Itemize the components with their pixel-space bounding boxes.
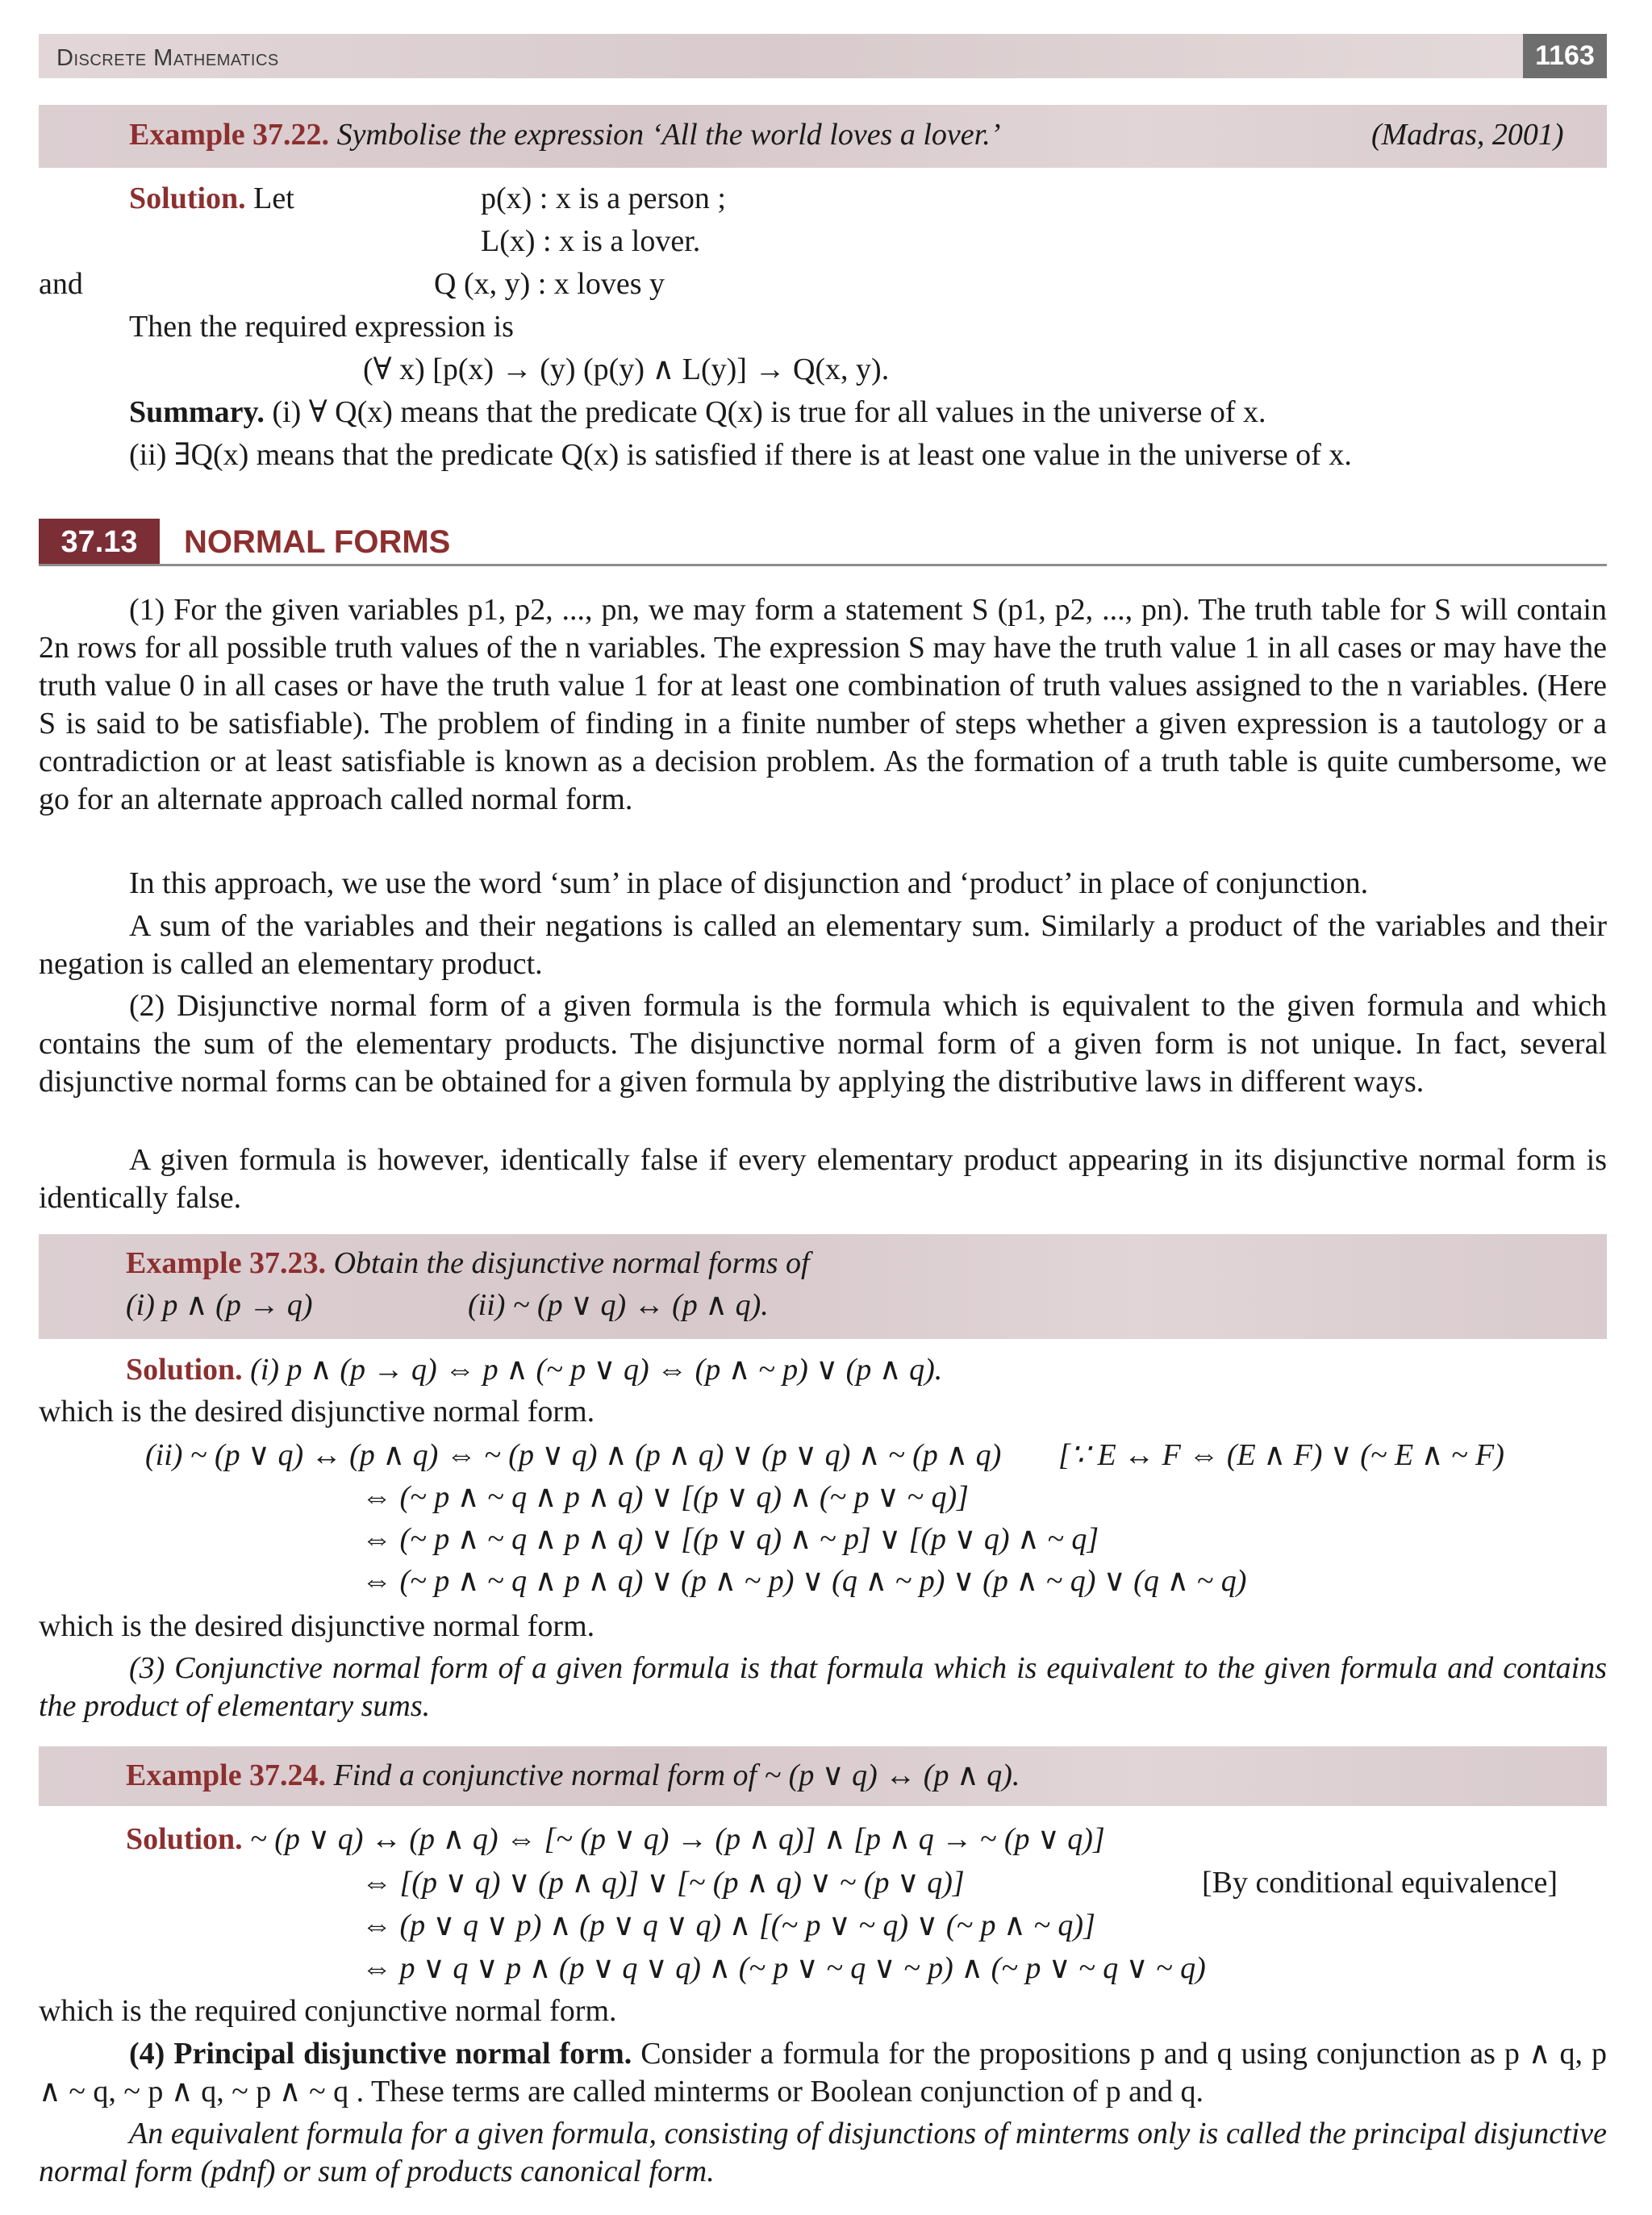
solution-label: Solution. (129, 181, 246, 215)
example-text: Obtain the disjunctive normal forms of (333, 1246, 810, 1280)
solution-let-line (129, 180, 294, 217)
required-text: which is the required conjunctive normal form. (39, 1994, 617, 2028)
example-label: Example 37.23. (126, 1246, 327, 1280)
solution-23-i (126, 1351, 942, 1388)
required-expression: (∀ x) [p(x) → (y) (p(y) ∧ L(y)] → Q(x, y). (363, 352, 890, 386)
summary-line-2: (ii) ∃Q(x) means that the predicate Q(x) is satisfied if there is at least one value in the universe of x. (129, 438, 1352, 472)
example-37-24-heading (126, 1757, 1020, 1794)
definition-2: L(x) : x is a lover. (481, 224, 701, 258)
paragraph-3: A sum of the variables and their negations is called an elementary sum. Similarly a product of the variables and their negation is called an elementary product. (39, 909, 1607, 981)
solution-i-text: (i) p ∧ (p → q) ⇔ p ∧ (~ p ∨ q) ⇔ (p ∧ ~ p) ∨ (p ∧ q). (250, 1353, 943, 1387)
example-label: Example 37.22. (129, 118, 330, 152)
example-text: Find a conjunctive normal form of ~ (p ∨ q) ↔ (p ∧ q). (333, 1758, 1020, 1792)
summary-label: Summary. (129, 395, 265, 429)
paragraph-pdnf-definition: An equivalent formula for a given formula, consisting of disjunctions of minterms only is called the principal disjunctive normal form (pdnf) or sum of products canonical form. (39, 2117, 1607, 2188)
desired-text-2: which is the desired disjunctive normal form. (39, 1609, 595, 1643)
example-part-i: (i) p ∧ (p → q) (126, 1288, 313, 1322)
solution-23-ii-1: (ii) ~ (p ∨ q) ↔ (p ∧ q) ⇔ ~ (p ∨ q) ∧ (p ∧ q) ∨ (p ∨ q) ∧ ~ (p ∧ q) (145, 1438, 1002, 1472)
solution-23-ii-2: ⇔ (~ p ∧ ~ q ∧ p ∧ q) ∨ [(p ∨ q) ∧ (~ p ∨ ~ q)] (361, 1480, 969, 1514)
paragraph-1: (1) For the given variables p1, p2, ..., pn, we may form a statement S (p1, p2, ..., pn). The truth table for S will contain 2n rows for all possible truth values of the n variables. The expression S may have the truth value 1 in all cases or may have the truth value 0 in all cases or have the truth value 1 for at least one combination of truth values assigned to the n variables. (Here S is said to be satisfiable). The problem of finding in a finite number of steps whether a given expression is a tautology or a contradiction or at least satisfiable is known as a decision problem. As the formation of a truth table is quite cumbersome, we go for an alternate approach called normal form. (39, 593, 1607, 816)
definition-3: Q (x, y) : x loves y (434, 267, 665, 301)
pdnf-heading: (4) Principal disjunctive normal form. (129, 2037, 632, 2071)
page-number: 1163 (1523, 34, 1607, 78)
solution-23-ii-note: [∵ E ↔ F ⇔ (E ∧ F) ∨ (~ E ∧ ~ F) (1058, 1438, 1504, 1472)
section-rule (39, 564, 1607, 566)
paragraph-pdnf (39, 2035, 1607, 2111)
paragraph-cnf: (3) Conjunctive normal form of a given formula is that formula which is equivalent to the given formula and contains the product of elementary sums. (39, 1651, 1607, 1723)
example-source: (Madras, 2001) (1371, 118, 1564, 152)
example-37-23-heading (126, 1245, 810, 1282)
solution-23-ii-4: ⇔ (~ p ∧ ~ q ∧ p ∧ q) ∨ (p ∧ ~ p) ∨ (q ∧ ~ p) ∨ (p ∧ ~ q) ∨ (q ∧ ~ q) (361, 1564, 1247, 1598)
paragraph-5: A given formula is however, identically false if every elementary product appearing in its disjunctive normal form is identically false. (39, 1143, 1607, 1215)
solution-24-1-text: ~ (p ∨ q) ↔ (p ∧ q) ⇔ [~ (p ∨ q) → (p ∧ q)] ∧ [p ∧ q → ~ (p ∨ q)] (250, 1822, 1105, 1856)
section-number: 37.13 (39, 519, 160, 565)
paragraph-2: In this approach, we use the word ‘sum’ in place of disjunction and ‘product’ in place of conjunction. (129, 866, 1369, 900)
solution-label: Solution. (126, 1822, 243, 1856)
section-title: NORMAL FORMS (184, 524, 451, 560)
running-title: Discrete Mathematics (56, 45, 279, 71)
solution-label: Solution. (126, 1353, 243, 1387)
let-word: Let (253, 181, 294, 215)
solution-24-3: ⇔ (p ∨ q ∨ p) ∧ (p ∨ q ∨ q) ∧ [(~ p ∨ ~ q) ∨ (~ p ∧ ~ q)] (361, 1908, 1095, 1942)
definition-1: p(x) : x is a person ; (481, 181, 726, 215)
example-part-ii: (ii) ~ (p ∨ q) ↔ (p ∧ q). (468, 1288, 769, 1322)
solution-24-2-note: [By conditional equivalence] (1202, 1866, 1558, 1900)
summary-1-text: (i) ∀ Q(x) means that the predicate Q(x) is true for all values in the universe of x. (272, 395, 1266, 429)
paragraph-4: (2) Disjunctive normal form of a given formula is the formula which is equivalent to the given formula and which contains the sum of the elementary products. The disjunctive normal form of a given form is not unique. In fact, several disjunctive normal forms can be obtained for a given formula by applying the distributive laws in different ways. (39, 989, 1607, 1099)
solution-24-2: ⇔ [(p ∨ q) ∨ (p ∧ q)] ∨ [~ (p ∧ q) ∨ ~ (p ∨ q)] (361, 1866, 965, 1900)
example-text: Symbolise the expression ‘All the world loves a lover.’ (336, 118, 1001, 152)
example-37-22-heading (129, 116, 1000, 153)
and-word: and (39, 267, 83, 301)
then-text: Then the required expression is (129, 310, 514, 344)
example-label: Example 37.24. (126, 1758, 327, 1792)
solution-24-4: ⇔ p ∨ q ∨ p ∧ (p ∨ q ∨ q) ∧ (~ p ∨ ~ q ∨ ~ p) ∧ (~ p ∨ ~ q ∨ ~ q) (361, 1951, 1206, 1985)
solution-23-ii-3: ⇔ (~ p ∧ ~ q ∧ p ∧ q) ∨ [(p ∨ q) ∧ ~ p] ∨ [(p ∨ q) ∧ ~ q] (361, 1522, 1099, 1556)
solution-24-1 (126, 1821, 1105, 1858)
desired-text-1: which is the desired disjunctive normal form. (39, 1395, 595, 1429)
pdnf-text: Consider a formula for the propositions p and q using conjunction as p ∧ q, p ∧ ~ q, ~ p ∧ q, ~ p ∧ ~ q . These terms are called minterms or Boolean conjunction of p and q. (39, 2037, 1608, 2109)
summary-line-1 (129, 394, 1266, 431)
